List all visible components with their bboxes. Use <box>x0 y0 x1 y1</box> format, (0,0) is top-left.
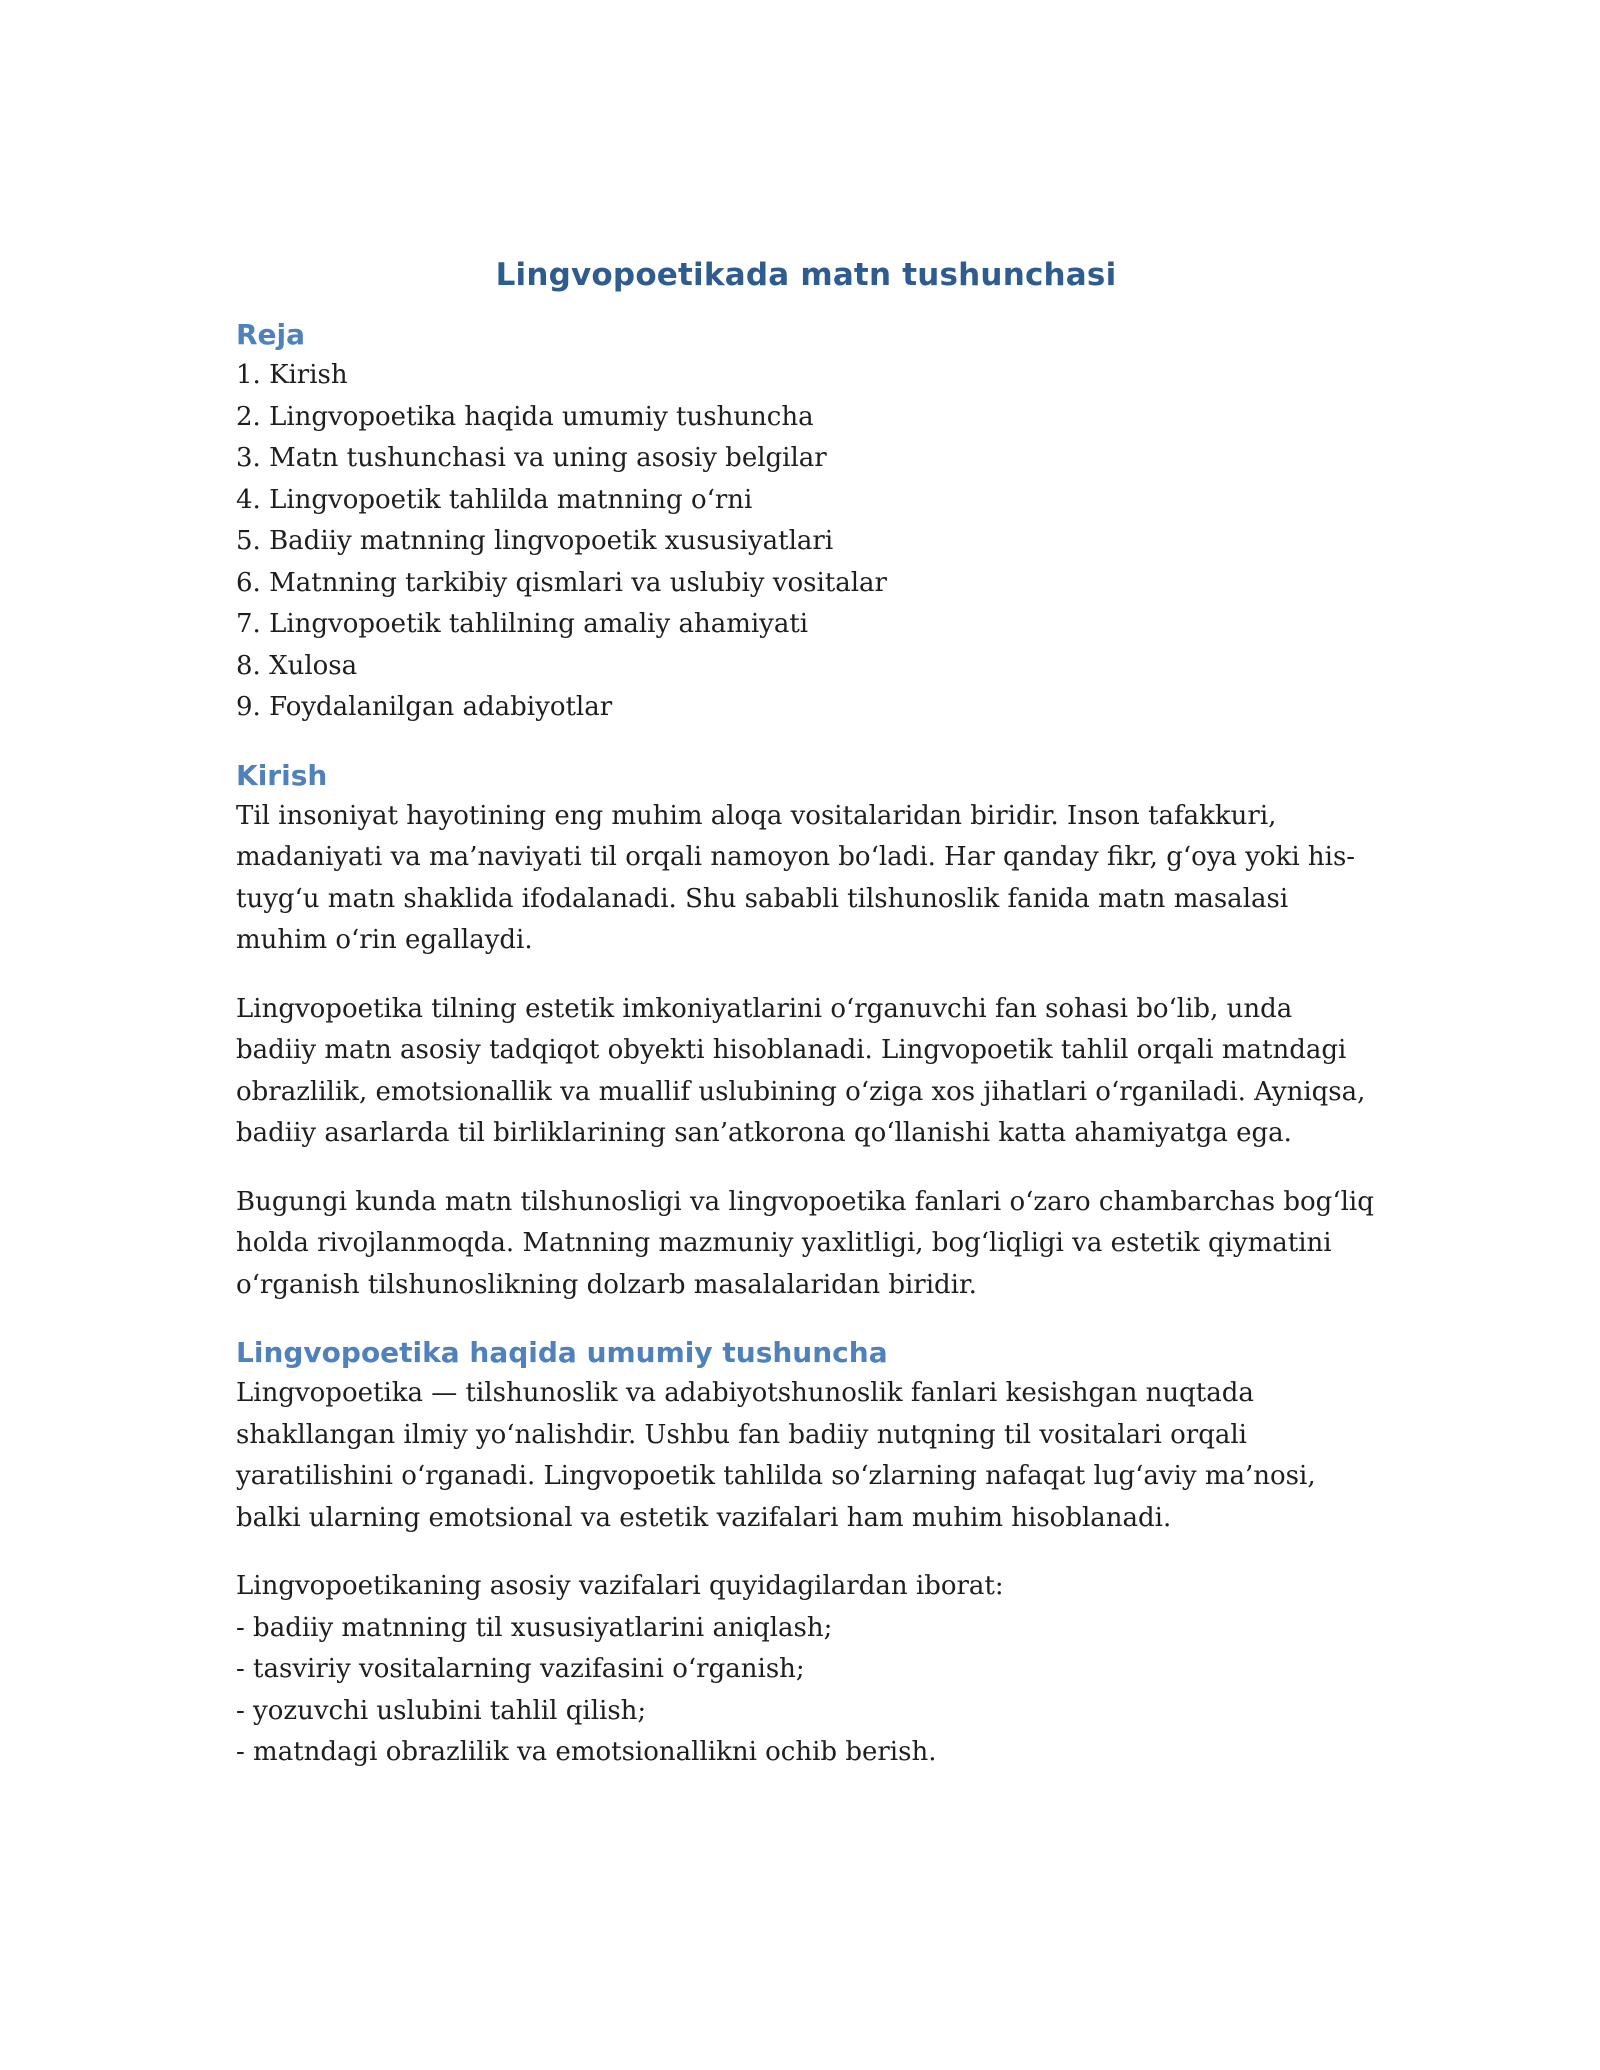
intro-heading: Kirish <box>236 758 328 792</box>
intro-paragraph: Bugungi kunda matn tilshunosligi va lingvopoetika fanlari o‘zaro chambarchas bog‘liq holda rivojlanmoqda. Matnning mazmuniy yaxlitligi, bog‘liqligi va estetik qiymatini o‘rganish tilshunoslikning dolzarb masalalaridan biridir. <box>236 1186 1374 1300</box>
plan-list <box>236 355 1376 729</box>
task-item: - yozuvchi uslubini tahlil qilish; <box>236 1695 647 1726</box>
document-page <box>236 255 1376 1774</box>
overview-heading: Lingvopoetika haqida umumiy tushuncha <box>236 1336 888 1369</box>
plan-item: 4. Lingvopoetik tahlilda matnning o‘rni <box>236 484 753 515</box>
tasks-list <box>236 1608 1376 1774</box>
overview-paragraph: Lingvopoetika — tilshunoslik va adabiyotshunoslik fanlari kesishgan nuqtada shakllangan ilmiy yo‘nalishdir. Ushbu fan badiiy nutqning til vositalari orqali yaratilishini o‘rganadi. Lingvopoetik tahlilda so‘zlarning nafaqat lug‘aviy ma’nosi, balki ularning emotsional va estetik vazifalari ham muhim hisoblanadi. <box>236 1378 1316 1533</box>
plan-item: 3. Matn tushunchasi va uning asosiy belgilar <box>236 443 827 473</box>
plan-item: 7. Lingvopoetik tahlilning amaliy ahamiyati <box>236 609 809 639</box>
plan-item: 2. Lingvopoetika haqida umumiy tushuncha <box>236 401 814 432</box>
plan-item: 1. Kirish <box>236 360 348 390</box>
tasks-intro: Lingvopoetikaning asosiy vazifalari quyidagilardan iborat: <box>236 1571 1004 1601</box>
intro-paragraph: Til insoniyat hayotining eng muhim aloqa vositalaridan biridir. Inson tafakkuri, madaniyati va ma’naviyati til orqali namoyon bo‘ladi. Har qanday fikr, g‘oya yoki his-tuyg‘u matn shaklida ifodalanadi. Shu sababli tilshunoslik fanida matn masalasi muhim o‘rin egallaydi. <box>236 800 1356 955</box>
task-item: - matndagi obrazlilik va emotsionallikni ochib berish. <box>236 1737 937 1767</box>
plan-heading: Reja <box>236 318 306 351</box>
plan-item: 8. Xulosa <box>236 650 358 681</box>
task-item: - tasviriy vositalarning vazifasini o‘rganish; <box>236 1654 805 1684</box>
intro-paragraph: Lingvopoetika tilning estetik imkoniyatlarini o‘rganuvchi fan sohasi bo‘lib, unda badiiy matn asosiy tadqiqot obyekti hisoblanadi. Lingvopoetik tahlil orqali matndagi obrazlilik, emotsionallik va muallif uslubining o‘ziga xos jihatlari o‘rganiladi. Ayniqsa, badiiy asarlarda til birliklarining san’atkorona qo‘llanishi katta ahamiyatga ega. <box>236 993 1366 1148</box>
document-title: Lingvopoetikada matn tushunchasi <box>495 257 1117 293</box>
plan-item: 6. Matnning tarkibiy qismlari va uslubiy vositalar <box>236 567 887 598</box>
task-item: - badiiy matnning til xususiyatlarini aniqlash; <box>236 1612 833 1643</box>
plan-item: 9. Foydalanilgan adabiyotlar <box>236 692 613 722</box>
plan-item: 5. Badiiy matnning lingvopoetik xususiyatlari <box>236 526 834 556</box>
